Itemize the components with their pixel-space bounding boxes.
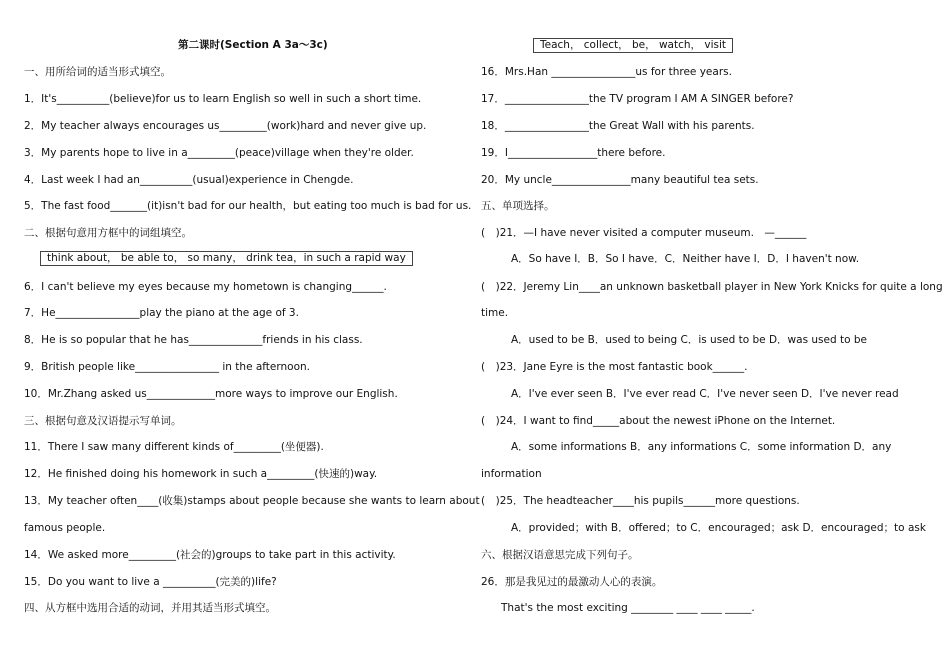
text-line — [24, 440, 324, 454]
section-heading — [24, 226, 192, 240]
text-line — [481, 146, 665, 160]
text-line-text: 17．________________the TV program I AM A SINGER before? — [481, 93, 794, 105]
text-line-text: 1．It's__________(believe)for us to learn English so well in such a short time. — [24, 93, 422, 105]
section-heading-text: 一、用所给词的适当形式填空。 — [24, 66, 171, 78]
answer-options — [481, 387, 899, 401]
text-line-text: 15．Do you want to live a __________(完美的)life? — [24, 576, 277, 588]
section-heading — [24, 601, 276, 615]
text-line — [24, 92, 421, 106]
text-line-text: 2．My teacher always encourages us_________(work)hard and never give up. — [24, 120, 427, 132]
word-box-text: Teach， collect， be， watch， visit — [533, 38, 733, 53]
word-box — [533, 38, 733, 53]
section-heading — [481, 199, 555, 213]
text-line-text: ( )24．I want to find_____about the newest iPhone on the Internet. — [481, 415, 836, 427]
section-heading — [24, 65, 171, 79]
answer-options — [481, 521, 926, 535]
text-line — [24, 494, 480, 508]
text-line — [481, 92, 793, 106]
text-line — [481, 65, 732, 79]
text-line — [481, 226, 806, 240]
text-line-text: ( )25．The headteacher____his pupils______more questions. — [481, 495, 800, 507]
text-line-text: 20．My uncle_______________many beautiful tea sets. — [481, 174, 759, 186]
text-line — [24, 119, 426, 133]
text-line — [24, 280, 387, 294]
text-line — [481, 360, 748, 374]
section-heading-text: 二、根据句意用方框中的词组填空。 — [24, 227, 192, 239]
answer-options — [481, 440, 891, 454]
text-line — [24, 173, 353, 187]
text-line — [481, 119, 755, 133]
text-line-text: 5．The fast food_______(it)isn't bad for our health，but eating too much is bad for us. — [24, 200, 472, 212]
answer-options-text: A．provided；with B．offered；to C．encouraged；ask D．encouraged；to ask — [511, 522, 926, 534]
text-line-text: ( )22．Jeremy Lin____an unknown basketball player in New York Knicks for quite a long — [481, 281, 943, 293]
text-line — [481, 173, 759, 187]
text-line-text: That's the most exciting ________ ____ ____ _____. — [501, 602, 755, 614]
section-heading-text: 三、根据句意及汉语提示写单词。 — [24, 415, 182, 427]
text-line-text: 9．British people like________________ in the afternoon. — [24, 361, 311, 373]
text-line-text: 3．My parents hope to live in a_________(peace)village when they're older. — [24, 147, 414, 159]
text-line-text: 10．Mr.Zhang asked us_____________more ways to improve our English. — [24, 388, 398, 400]
section-heading-text: 六、根据汉语意思完成下列句子。 — [481, 549, 639, 561]
text-line — [24, 467, 377, 481]
word-box-text: think about， be able to， so many， drink tea，in such a rapid way — [40, 251, 413, 266]
text-line — [24, 575, 277, 589]
text-line — [481, 280, 943, 294]
text-line-text: 14．We asked more_________(社会的)groups to take part in this activity. — [24, 549, 396, 561]
text-line-text: 13．My teacher often____(收集)stamps about people because she wants to learn about — [24, 495, 480, 507]
text-line — [24, 146, 414, 160]
text-line-text: 16．Mrs.Han ________________us for three years. — [481, 66, 732, 78]
section-heading — [24, 414, 182, 428]
text-line — [481, 306, 508, 320]
text-line-text: ( )21．—I have never visited a computer museum. —______ — [481, 227, 807, 239]
worksheet-title-text: 第二课时(Section A 3a～3c) — [178, 39, 328, 51]
text-line-text: 7．He________________play the piano at the age of 3. — [24, 307, 299, 319]
text-line — [481, 494, 800, 508]
answer-options — [481, 252, 859, 266]
text-line-text: time. — [481, 307, 509, 319]
section-heading — [481, 548, 639, 562]
text-line — [481, 575, 662, 589]
text-line-text: 12．He finished doing his homework in such a_________(快速的)way. — [24, 468, 378, 480]
answer-options-text: A．used to be B．used to being C．is used to be D．was used to be — [511, 334, 867, 346]
answer-options-text: A．some informations B．any informations C．some information D．any — [511, 441, 892, 453]
answer-options-text: A．I've ever seen B．I've ever read C．I've never seen D．I've never read — [511, 388, 899, 400]
text-line — [24, 548, 396, 562]
text-line — [481, 414, 835, 428]
section-heading-text: 四、从方框中选用合适的动词，并用其适当形式填空。 — [24, 602, 276, 614]
text-line — [481, 467, 542, 481]
text-line-text: ( )23．Jane Eyre is the most fantastic book______. — [481, 361, 748, 373]
text-line-text: 19．I_________________there before. — [481, 147, 666, 159]
word-box — [40, 251, 413, 266]
text-line-text: 6．I can't believe my eyes because my hometown is changing______. — [24, 281, 387, 293]
worksheet-title — [178, 38, 328, 52]
section-heading-text: 五、单项选择。 — [481, 200, 555, 212]
answer-options — [481, 333, 867, 347]
text-line — [24, 333, 363, 347]
text-line — [24, 199, 471, 213]
answer-options-text: A．So have I．B．So I have．C．Neither have I．D．I haven't now. — [511, 253, 860, 265]
text-line-text: 18．________________the Great Wall with his parents. — [481, 120, 755, 132]
text-line-text: 4．Last week I had an__________(usual)experience in Chengde. — [24, 174, 354, 186]
text-line — [24, 360, 310, 374]
text-line — [24, 521, 105, 535]
text-line — [24, 306, 299, 320]
text-line-text: 26．那是我见过的最激动人心的表演。 — [481, 576, 663, 588]
text-line-text: 11．There I saw many different kinds of_________(坐便器). — [24, 441, 324, 453]
text-line — [481, 601, 755, 615]
text-line-text: famous people. — [24, 522, 106, 534]
text-line — [24, 387, 398, 401]
text-line-text: 8．He is so popular that he has______________friends in his class. — [24, 334, 363, 346]
text-line-text: information — [481, 468, 542, 480]
